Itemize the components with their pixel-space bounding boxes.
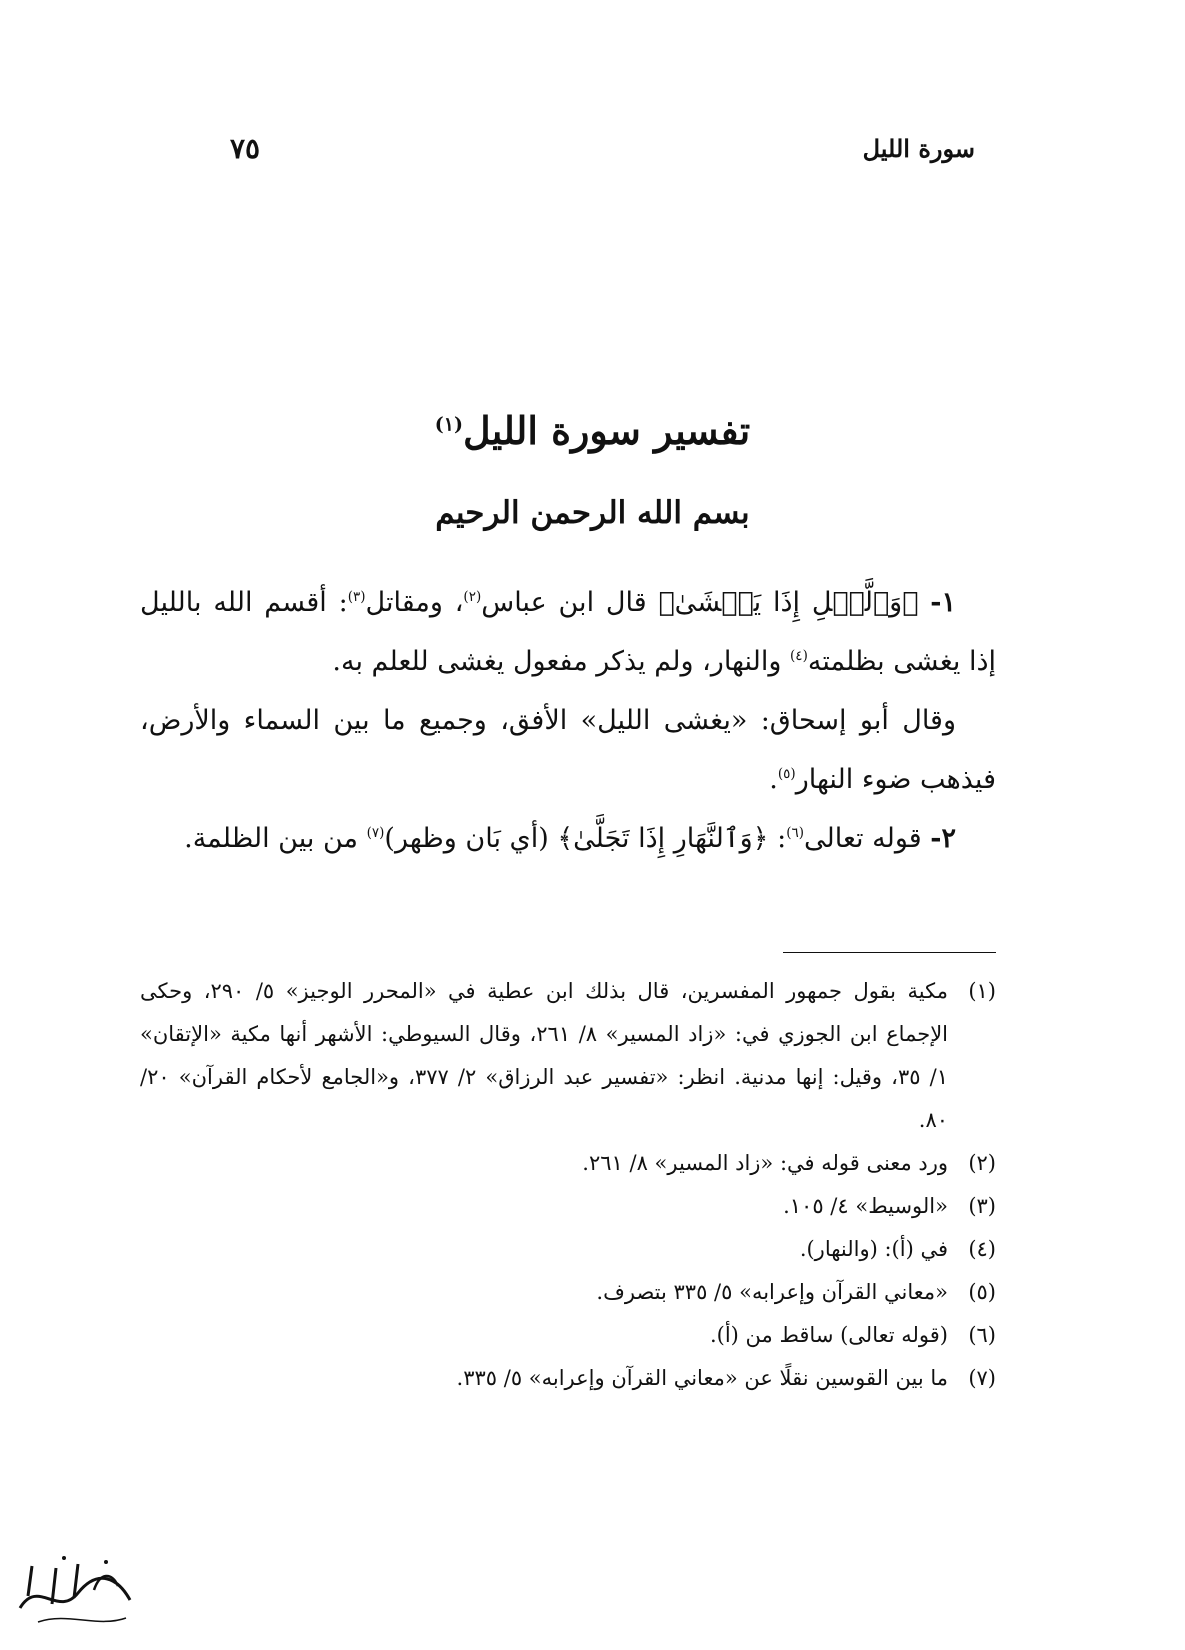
paragraph-3 bbox=[140, 809, 996, 868]
quran-verse: ﴿وَٱلنَّهَارِ إِذَا تَجَلَّىٰ﴾ bbox=[557, 823, 769, 854]
verse-number: ١- bbox=[930, 587, 956, 618]
forum-logo bbox=[8, 1538, 140, 1638]
paragraph-2 bbox=[140, 691, 996, 809]
paragraph-text: من بين الظلمة. bbox=[184, 823, 358, 854]
paragraph-text: . bbox=[769, 764, 778, 795]
basmala: بسم الله الرحمن الرحيم bbox=[435, 495, 750, 531]
paragraph-text: (أي بَان وظهر) bbox=[384, 823, 549, 854]
footnote-text: ورد معنى قوله في: «زاد المسير» ٨/ ٢٦١. bbox=[582, 1151, 948, 1175]
quran-verse: ﴿وَٱلَّيۡلِ إِذَا يَغۡشَىٰ﴾ bbox=[658, 587, 919, 618]
chapter-title bbox=[0, 408, 1185, 453]
footnote-text: (قوله تعالى) ساقط من (أ). bbox=[709, 1323, 948, 1347]
paragraph-text: وقال أبو إسحاق: «يغشى الليل» الأفق، وجميع ما بين السماء والأرض، فيذهب ضوء النهار bbox=[140, 705, 996, 795]
verse-number: ٢- bbox=[930, 823, 956, 854]
footnote-text: «معاني القرآن وإعرابه» ٥/ ٣٣٥ بتصرف. bbox=[596, 1280, 948, 1304]
paragraph-text: والنهار، ولم يذكر مفعول يغشى للعلم به. bbox=[332, 646, 782, 677]
footnote-divider bbox=[783, 952, 996, 953]
footnote-item bbox=[140, 1228, 996, 1271]
footnote-number: (٦) bbox=[968, 1323, 996, 1347]
footnote-ref: (٤) bbox=[790, 648, 808, 664]
footnote-number: (٣) bbox=[968, 1194, 996, 1218]
page-number: ٧٥ bbox=[230, 131, 261, 165]
paragraph-text: : أقسم الله بالليل إذا يغشى بظلمته bbox=[140, 587, 996, 677]
footnote-ref: (٧) bbox=[366, 825, 385, 841]
footnote-item bbox=[140, 1271, 996, 1314]
footnote-ref: (٢) bbox=[463, 589, 482, 605]
body-text bbox=[140, 573, 996, 868]
footnote-ref: (٥) bbox=[777, 766, 796, 782]
footnote-number: (٤) bbox=[968, 1237, 996, 1261]
paragraph-text: : bbox=[777, 823, 787, 854]
chapter-title-text: تفسير سورة الليل bbox=[462, 408, 751, 453]
footnote-ref: (٣) bbox=[347, 589, 366, 605]
footnotes bbox=[140, 970, 996, 1400]
footnote-number: (٥) bbox=[968, 1280, 996, 1304]
footnote-number: (١) bbox=[968, 979, 996, 1003]
footnote-number: (٢) bbox=[968, 1151, 996, 1175]
footnote-text: «الوسيط» ٤/ ١٠٥. bbox=[783, 1194, 948, 1218]
footnote-item bbox=[140, 1185, 996, 1228]
paragraph-1 bbox=[140, 573, 996, 691]
footnote-number: (٧) bbox=[968, 1366, 996, 1390]
footnote-text: مكية بقول جمهور المفسرين، قال بذلك ابن عطية في «المحرر الوجيز» ٥/ ٢٩٠، وحكى الإجماع ابن الجوزي في: «زاد المسير» ٨/ ٢٦١، وقال السيوطي: الأشهر أنها مكية «الإتقان» ١/ ٣٥، وقيل: إنها مدنية. انظر: «تفسير عبد الرزاق» ٢/ ٣٧٧، و«الجامع لأحكام القرآن» ٢٠/ ٨٠. bbox=[140, 979, 949, 1132]
running-title: سورة الليل bbox=[862, 133, 975, 163]
footnote-ref: (١) bbox=[434, 413, 463, 436]
footnote-ref: (٦) bbox=[786, 825, 805, 841]
footnote-item bbox=[140, 1357, 996, 1400]
paragraph-text: قال ابن عباس bbox=[481, 587, 647, 618]
footnote-item bbox=[140, 970, 996, 1142]
footnote-text: في (أ): (والنهار). bbox=[799, 1237, 948, 1261]
footnote-item bbox=[140, 1314, 996, 1357]
running-header bbox=[230, 128, 975, 168]
footnote-item bbox=[140, 1142, 996, 1185]
footnote-text: ما بين القوسين نقلًا عن «معاني القرآن وإعرابه» ٥/ ٣٣٥. bbox=[456, 1366, 948, 1390]
paragraph-text: قوله تعالى bbox=[804, 823, 922, 854]
paragraph-text: ، ومقاتل bbox=[365, 587, 464, 618]
